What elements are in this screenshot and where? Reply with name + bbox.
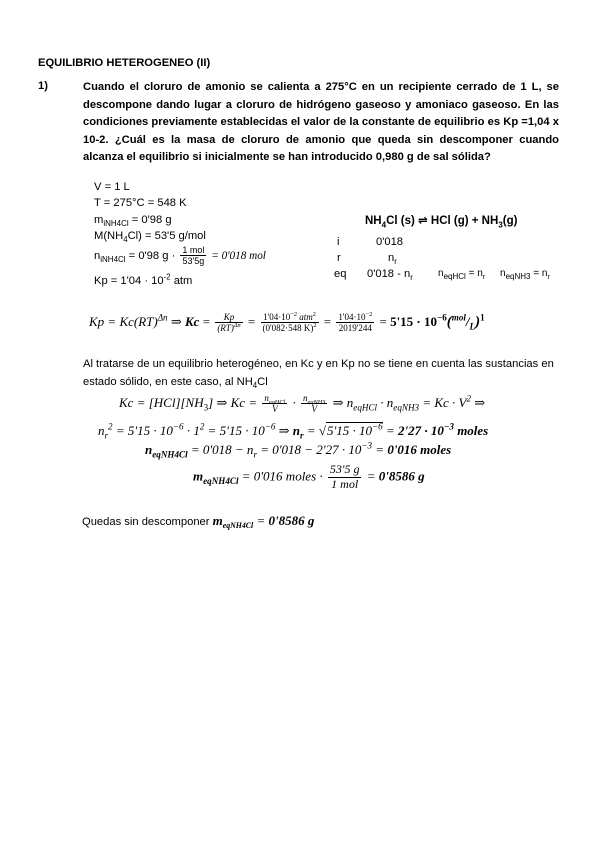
ice-row-initial-value: 0'018 [376,236,404,248]
nr-calculation: $n_r^2 = 5'15 \cdot 10^{-6} \cdot 1^2 = 5'15 \cdot 10^{-6}$ ⇒ $n_r = √5'15 \cdot 10^{-6} = 2'27 \cdot 10^{-3}$ moles [98,421,489,441]
data-temperature: T = 275°C = 548 K [94,197,187,209]
moles-fraction: $\frac{\text{1 mol}}{53'5g}$ [182,245,205,267]
ice-row-eq-nh3: $n_{eqNH3} = n_r$ [500,268,550,281]
mass-result: 0'8586 g [378,468,425,484]
page-title: EQUILIBRIO HETEROGENEO (II) [38,57,211,69]
kc-result: $5'15 \cdot 10^{-6}$ [390,312,447,329]
data-initial-moles: $n_{iNH4Cl} = 0'98$ g · $\frac{\text{1 mol}}{53'5g}$ = 0'018 mol [94,245,266,267]
mass-calculation: $m_{eqNH4Cl} = 0'016$ moles · $\frac{53'5 g}{\text{1 mol}}$ = 0'8586 g [193,462,425,491]
problem-number: 1) [38,80,48,92]
data-initial-mass: $m_{iNH4Cl} = 0'98$ g [94,214,172,229]
data-molar-mass: $M(NH_4Cl) = 53'5$ g/mol [94,230,206,245]
problem-statement: Cuando el cloruro de amonio se calienta a 275°C en un recipiente cerrado de 1 L, se descompone dando lugar a cloruro de hidrógeno gaseoso y amoniaco gaseoso. En las condiciones previamente establecidas el valor de la constante de equilibrio es Kp =1,04 x 10-2. ¿Cuál es la masa de cloruro de amonio que queda sin descomponer cuando alcanza el equilibrio si inicialmente se han introducido 0,980 g de sal sólida? [83,81,559,164]
kc-relationship: $Kc = [HCl][NH_3]$ ⇒ Kc = $\frac{n_{eqHCl}}{V}$ · $\frac{n_{eqNH3}}{V}$ ⇒ $n_{eqHCl} \cdot n_{eqNH3} = Kc \cdot V^2$ ⇒ [119,393,486,415]
neq-calculation: $n_{eqNH4Cl} = 0'018 - n_r = 0'018 - 2'27 \cdot 10^{-3} = 0'016$ moles [145,440,452,460]
data-kp: $Kp = 1'04 \cdot 10^{-2}$ atm [94,272,193,287]
ice-row-reaction-value: $n_r$ [388,252,397,267]
reaction-equation: $NH_4Cl$ (s) ⇌ HCl $(g) + NH_3(g)$ [365,215,518,230]
ice-row-eq-label: eq [334,268,347,280]
kc-equation: Kp = Kc(RT)$^{\Delta n}$ ⇒ Kc = $\frac{Kp}{(RT)^{\Delta n}}$ = $\frac{1'04\cdot 10^{-2} atm^2}{(0'082\cdot 548 K)^2}$ = $\frac{1'04\cdot 10^{-2}}{2019'244}$ = $5'15 \cdot 10^{-6}(^{mol}/_L)^1$ [89,311,485,334]
ice-row-eq-value: $0'018 - n_r$ [367,268,413,283]
conclusion-result: 0'8586 g [268,513,315,528]
ice-row-initial-label: i [337,236,340,248]
conclusion: Quedas sin descomponer $m_{eqNH4Cl} = 0'8586$ g [82,513,315,531]
ice-row-eq-hcl: $n_{eqHCl} = n_r$ [438,268,486,281]
explanation-text: Al tratarse de un equilibrio heterogéneo, en Kc y en Kp no se tiene en cuenta las sustancias en estado sólido, en este caso, al $NH_4Cl$ [83,358,554,390]
data-volume: V = 1 L [94,181,130,193]
neq-result: 0'016 moles [387,442,452,457]
nr-result: $2'27 \cdot 10^{-3}$ moles [398,421,489,438]
ice-row-reaction-label: r [337,252,341,264]
